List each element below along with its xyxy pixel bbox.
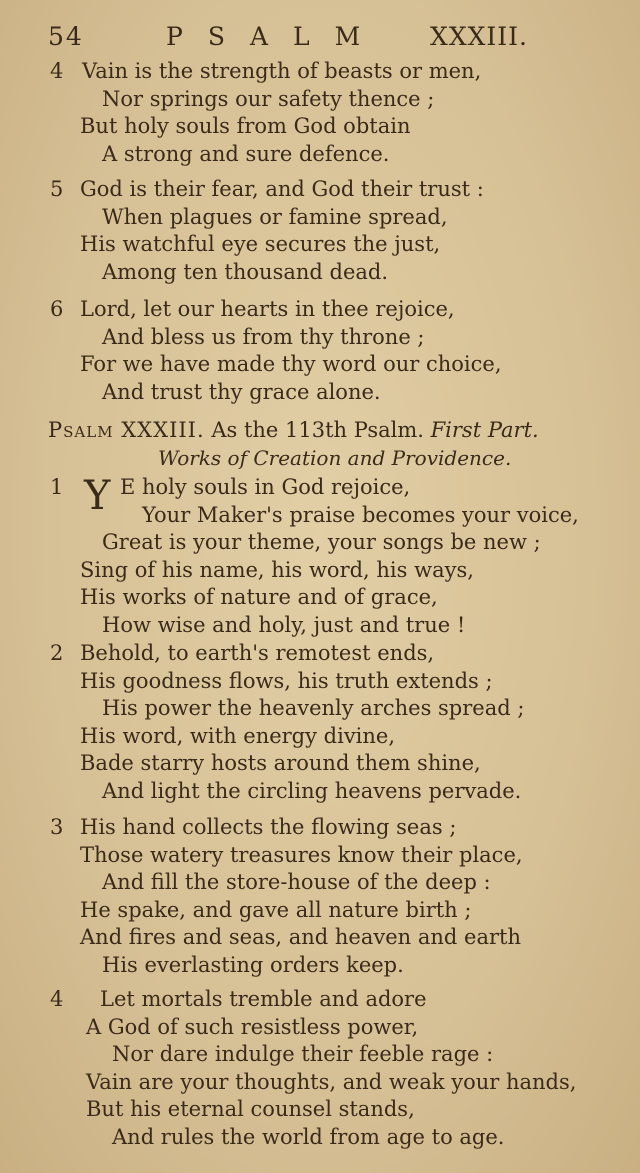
running-title: PSALM — [166, 22, 386, 51]
verse-line — [50, 842, 620, 870]
stanza-new-1 — [50, 474, 620, 639]
verse-text: His hand collects the flowing seas ; — [80, 815, 457, 839]
drop-cap: Y — [84, 473, 111, 519]
verse-text: And light the circling heavens pervade. — [102, 778, 522, 803]
verse-text: Your Maker's praise becomes your voice, — [142, 502, 579, 527]
heading-tune: As the 113th Psalm. — [211, 418, 424, 442]
verse-line — [50, 723, 620, 751]
verse-line — [50, 814, 620, 842]
verse-line — [50, 324, 620, 352]
verse-text: A strong and sure defence. — [102, 141, 390, 166]
verse-line — [50, 1124, 620, 1152]
verse-text: His watchful eye secures the just, — [80, 232, 441, 256]
verse-line — [50, 952, 620, 980]
verse-line — [50, 1096, 620, 1124]
verse-line — [50, 924, 620, 952]
verse-text: And bless us from thy throne ; — [102, 324, 425, 349]
verse-text: His word, with energy divine, — [80, 723, 396, 748]
verse-line — [50, 612, 620, 640]
stanza-prev-4 — [50, 58, 620, 168]
verse-text: His works of nature and of grace, — [80, 585, 438, 609]
verse-line — [50, 529, 620, 557]
verse-text: Let mortals tremble and adore — [100, 987, 427, 1011]
verse-line — [50, 897, 620, 925]
verse-line — [50, 750, 620, 778]
stanza-number: 5 — [50, 177, 64, 201]
verse-line — [50, 379, 620, 407]
verse-line — [50, 557, 620, 585]
verse-line — [50, 986, 620, 1014]
verse-text: Vain are your thoughts, and weak your hands, — [86, 1069, 577, 1094]
page-number: 54 — [48, 22, 84, 51]
verse-line — [50, 204, 620, 232]
verse-text: His goodness flows, his truth extends ; — [80, 668, 493, 693]
verse-text: When plagues or famine spread, — [102, 204, 448, 229]
verse-line — [50, 176, 620, 204]
stanza-new-2 — [50, 640, 620, 805]
verse-text: For we have made thy word our choice, — [80, 352, 502, 376]
verse-text: Sing of his name, his word, his ways, — [80, 557, 474, 582]
stanza-number: 4 — [50, 59, 64, 83]
verse-line — [50, 58, 620, 86]
verse-text: He spake, and gave all nature birth ; — [80, 897, 472, 922]
stanza-number: 4 — [50, 987, 64, 1011]
verse-text: Among ten thousand dead. — [102, 259, 389, 284]
stanza-number: 3 — [50, 815, 64, 839]
stanza-number: 2 — [50, 641, 64, 665]
stanza-number: 1 — [50, 475, 64, 499]
verse-text: And trust thy grace alone. — [102, 379, 381, 404]
verse-text: His everlasting orders keep. — [102, 952, 404, 977]
verse-text: His power the heavenly arches spread ; — [102, 696, 525, 720]
verse-text: E holy souls in God rejoice, — [120, 475, 411, 499]
verse-text: God is their fear, and God their trust : — [80, 177, 484, 201]
verse-line — [50, 113, 620, 141]
verse-text: Vain is the strength of beasts or men, — [82, 59, 482, 83]
stanza-number: 6 — [50, 297, 64, 321]
verse-text: Those watery treasures know their place, — [80, 842, 523, 867]
verse-line — [50, 141, 620, 169]
psalm-subheading: Works of Creation and Providence. — [158, 446, 512, 470]
heading-part: First Part. — [430, 418, 539, 442]
verse-text: And fires and seas, and heaven and earth — [80, 925, 521, 949]
psalm-number: XXXIII. — [430, 22, 528, 51]
page-header — [48, 14, 528, 54]
verse-text: A God of such resistless power, — [86, 1014, 419, 1039]
verse-line — [50, 296, 620, 324]
verse-line — [50, 259, 620, 287]
verse-text: Nor springs our safety thence ; — [102, 86, 435, 111]
stanza-new-3 — [50, 814, 620, 979]
verse-line — [50, 1069, 620, 1097]
verse-line — [50, 351, 620, 379]
verse-text: Behold, to earth's remotest ends, — [80, 641, 435, 665]
verse-text: And fill the store-house of the deep : — [102, 870, 491, 894]
verse-line — [50, 668, 620, 696]
verse-text: But holy souls from God obtain — [80, 114, 411, 138]
verse-text: Bade starry hosts around them shine, — [80, 751, 481, 775]
stanza-prev-6 — [50, 296, 620, 406]
verse-line — [50, 778, 620, 806]
verse-line — [50, 869, 620, 897]
heading-psalm-title: Psalm XXXIII. — [48, 418, 205, 442]
verse-line — [50, 86, 620, 114]
verse-line — [50, 584, 620, 612]
verse-line — [50, 695, 620, 723]
verse-text: How wise and holy, just and true ! — [102, 612, 466, 637]
verse-line — [50, 502, 620, 530]
verse-line — [50, 640, 620, 668]
psalm-heading — [48, 418, 628, 442]
stanza-prev-5 — [50, 176, 620, 286]
verse-text: And rules the world from age to age. — [112, 1124, 505, 1149]
verse-text: Nor dare indulge their feeble rage : — [112, 1042, 494, 1066]
verse-text: Great is your theme, your songs be new ; — [102, 530, 541, 554]
stanza-new-4 — [50, 986, 620, 1151]
verse-text: Lord, let our hearts in thee rejoice, — [80, 297, 455, 321]
verse-line — [50, 1014, 620, 1042]
verse-line — [50, 1041, 620, 1069]
verse-text: But his eternal counsel stands, — [86, 1097, 415, 1121]
verse-line — [50, 231, 620, 259]
